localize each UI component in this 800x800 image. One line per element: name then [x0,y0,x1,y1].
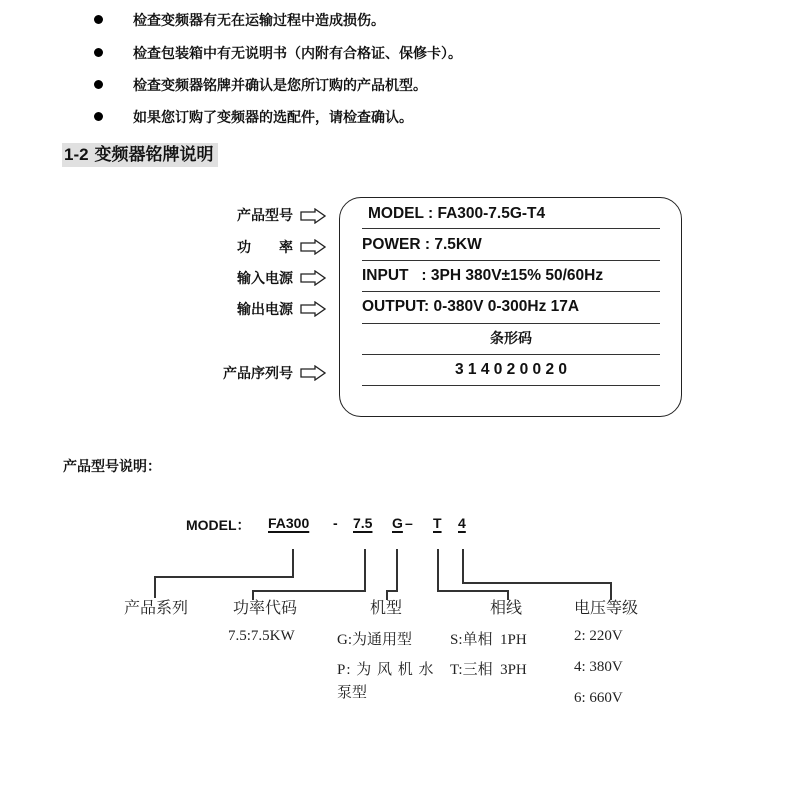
bullet-icon [94,48,103,57]
checklist-text: 检查变频器有无在运输过程中造成损伤。 [133,13,385,29]
label-model: 产品型号 [237,208,293,224]
value-voltage: 6: 660V [574,690,623,706]
arrow-right-icon [300,239,326,255]
model-part-type: G [392,515,403,531]
model-part-voltage: 4 [458,515,466,531]
label-power: 功 率 [237,240,293,256]
plate-power: POWER : 7.5KW [362,236,482,253]
model-explanation-heading: 产品型号说明： [63,459,161,475]
section-title [62,143,218,167]
plate-serial: 3 1 4 0 2 0 0 2 0 [454,361,568,378]
bullet-icon [94,112,103,121]
category-series: 产品系列 [124,600,189,617]
category-voltage: 电压等级 [574,600,639,617]
arrow-right-icon [300,301,326,317]
plate-model: MODEL : FA300-7.5G-T4 [368,205,546,222]
label-serial: 产品序列号 [223,366,293,382]
plate-output: OUTPUT: 0-380V 0-300Hz 17A [362,298,580,315]
model-part-power: 7.5 [353,515,373,531]
value-voltage: 4: 380V [574,659,623,675]
category-power-code: 功率代码 [233,600,298,617]
divider [362,323,660,324]
arrow-right-icon [300,208,326,224]
checklist-item [94,10,385,30]
value-type: G:为通用型 [337,632,413,648]
category-phase: 相线 [490,600,523,617]
label-output: 输出电源 [237,302,293,318]
bullet-icon [94,15,103,24]
checklist-item [94,75,427,95]
model-sep: – [405,515,413,531]
checklist-item [94,43,462,63]
bullet-icon [94,80,103,89]
plate-barcode-label: 条形码 [490,331,532,347]
model-prefix: MODEL： [186,517,251,533]
label-input: 输入电源 [237,271,293,287]
checklist-text: 检查变频器铭牌并确认是您所订购的产品机型。 [133,78,427,94]
model-part-series: FA300 [268,515,310,531]
divider [362,354,660,355]
divider [362,385,660,386]
divider [362,291,660,292]
value-phase: S:单相 1PH [450,632,527,648]
checklist-text: 检查包装箱中有无说明书（内附有合格证、保修卡）。 [133,46,462,62]
arrow-right-icon [300,270,326,286]
divider [362,228,660,229]
value-phase: T:三相 3PH [450,662,527,678]
checklist-text: 如果您订购了变频器的选配件，请检查确认。 [133,110,413,126]
model-part-phase: T [433,515,442,531]
arrow-right-icon [300,365,326,381]
category-type: 机型 [370,600,403,617]
section-title-text: 变频器铭牌说明 [94,145,214,165]
value-type: P: 为 风 机 水 [337,662,435,678]
section-number: 1-2 [64,145,89,164]
checklist-item [94,107,413,127]
value-voltage: 2: 220V [574,628,623,644]
model-sep: - [333,515,338,531]
value-power-code: 7.5:7.5KW [228,628,295,644]
divider [362,260,660,261]
value-type: 泵型 [337,685,368,701]
plate-input: INPUT : 3PH 380V±15% 50/60Hz [362,267,604,284]
